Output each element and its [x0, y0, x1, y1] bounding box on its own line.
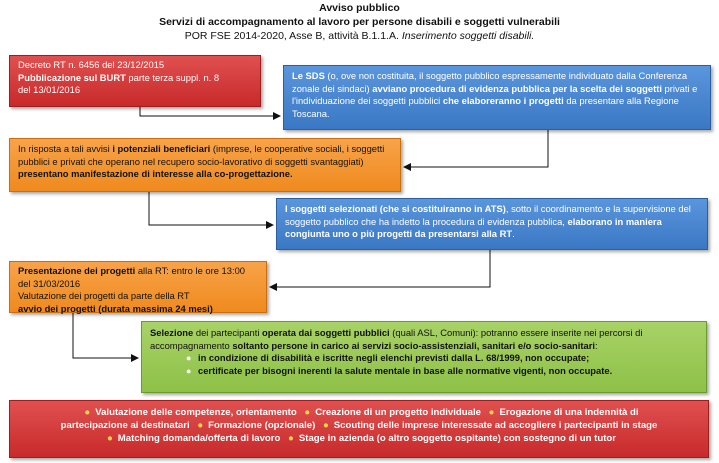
decree-line: Decreto RT n. 6456 del 23/12/2015	[18, 59, 165, 70]
sds-text-5: che elaboreranno i progetti	[442, 95, 564, 107]
service-item: Valutazione delle competenze, orientamento	[95, 407, 297, 418]
selection-criteria-list	[150, 352, 698, 377]
arrow-sds-to-beneficiaries	[404, 130, 548, 167]
selection-text-4: (quali ASL, Comuni): potranno essere inserite nei percorsi di accompagnamento	[150, 327, 643, 351]
sds-text-4: privati e l'individuazione dei soggetti pubblici	[292, 82, 698, 107]
selection-text-2: dei partecipanti	[193, 327, 263, 338]
page-subtitle: Servizi di accompagnamento al lavoro per persone disabili e soggetti vulnerabili	[159, 16, 560, 28]
program-line-prefix: POR FSE 2014-2020, Asse B, attività B.1.1.A.	[184, 30, 402, 42]
list-item: ● certificate per bisogni inerenti la salute mentale in base alle normative vigenti, non occupate.	[198, 365, 698, 378]
selection-box	[141, 321, 707, 393]
submission-bold: Presentazione dei progetti	[18, 265, 136, 276]
sds-text-2: (o, ove non costituita, il soggetto pubblico espressamente individuato dalla Conferenza zonale dei sindaci)	[292, 70, 688, 94]
ats-text-4: .	[512, 228, 515, 240]
service-item: Matching domanda/offerta di lavoro	[117, 433, 281, 444]
services-row-2	[18, 419, 700, 432]
publication-rest: parte terza suppl. n. 8	[125, 71, 220, 83]
service-item: Erogazione di una indennità di	[499, 407, 639, 418]
bullet-icon: ●	[197, 420, 204, 431]
selection-text-6: :	[594, 339, 598, 351]
selection-text-5: soltanto persone in carico ai servizi socio-assistenziali, sanitari e/o socio-sanitari	[232, 339, 595, 351]
beneficiaries-text-1: In risposta a tali avvisi	[18, 143, 113, 154]
publication-line	[18, 72, 252, 85]
ats-text-1: I soggetti selezionati (che si costituiranno in ATS)	[285, 203, 506, 214]
beneficiaries-box	[9, 138, 401, 192]
list-item: ● in condizione di disabilità e iscritte negli elenchi previsti dalla L. 68/1999, non occupate;	[198, 352, 698, 365]
publication-date: del 13/01/2016	[18, 84, 81, 96]
arrow-submission-to-selection	[73, 313, 138, 358]
start-line: avvio dei progetti (durata massima 24 mesi)	[18, 302, 213, 314]
bullet-icon: ●	[288, 433, 294, 444]
service-item: Stage in azienda (o altro soggetto ospitante) con sostegno di un tutor	[298, 433, 616, 444]
beneficiaries-text-4: presentano manifestazione di interesse alla co-progettazione.	[18, 168, 293, 180]
services-row-1	[18, 406, 700, 419]
bullet-icon: ●	[304, 407, 311, 418]
submission-rest: alla RT: entro le ore 13:00 del 31/03/2016	[18, 265, 246, 289]
services-row-3	[18, 432, 700, 445]
service-item: Formazione (opzionale)	[208, 420, 316, 431]
bullet-icon: ●	[107, 433, 113, 444]
beneficiaries-text-2: i potenziali beneficiari	[112, 143, 211, 154]
evaluation-line: Valutazione dei progetti da parte della RT	[18, 290, 190, 302]
bullet-icon: ●	[84, 407, 91, 418]
selection-text-3: operata dai soggetti pubblici	[262, 327, 390, 338]
selection-text-1: Selezione	[150, 327, 194, 338]
ats-text-3: elaborano in maniera congiunta uno o più progetti da presentarsi alla RT	[285, 215, 662, 240]
sds-text-6: da presentare alla Regione Toscana.	[292, 95, 679, 119]
beneficiaries-text-3: (imprese, le cooperative sociali, i soggetti pubblici e privati che operano nel recupero socio-lavorativo di soggetti svantaggiati)	[18, 143, 385, 167]
services-box	[9, 400, 709, 458]
sds-text-3: avviano procedura di evidenza pubblica per la scelta dei soggetti	[372, 82, 662, 94]
page-title: Avviso pubblico	[319, 2, 400, 14]
service-item: Creazione di un progetto individuale	[315, 407, 481, 418]
submission-box	[9, 261, 267, 313]
service-item: Scouting delle imprese interessate ad accogliere i partecipanti in stage	[333, 420, 658, 431]
arrow-decree-to-sds	[140, 107, 280, 116]
publication-bold: Pubblicazione sul BURT	[18, 71, 126, 83]
ats-text-2: , sotto il coordinamento e la supervisione del soggetto pubblico che ha indetto la procedura di evidenza pubblica,	[285, 203, 691, 227]
bullet-icon: ●	[322, 420, 329, 431]
submission-line	[18, 265, 258, 290]
sds-text-1: Le SDS	[292, 70, 325, 81]
arrow-ats-to-submission	[270, 250, 490, 287]
arrow-beneficiaries-to-ats	[149, 192, 273, 225]
sds-procedure-box	[283, 65, 711, 130]
selection-paragraph	[150, 327, 698, 352]
ats-box	[276, 198, 708, 250]
decree-box	[9, 55, 261, 107]
program-line-italic: Inserimento soggetti disabili.	[401, 30, 535, 42]
bullet-icon: ●	[488, 407, 495, 418]
service-item: partecipazione ai destinatari	[60, 420, 190, 431]
